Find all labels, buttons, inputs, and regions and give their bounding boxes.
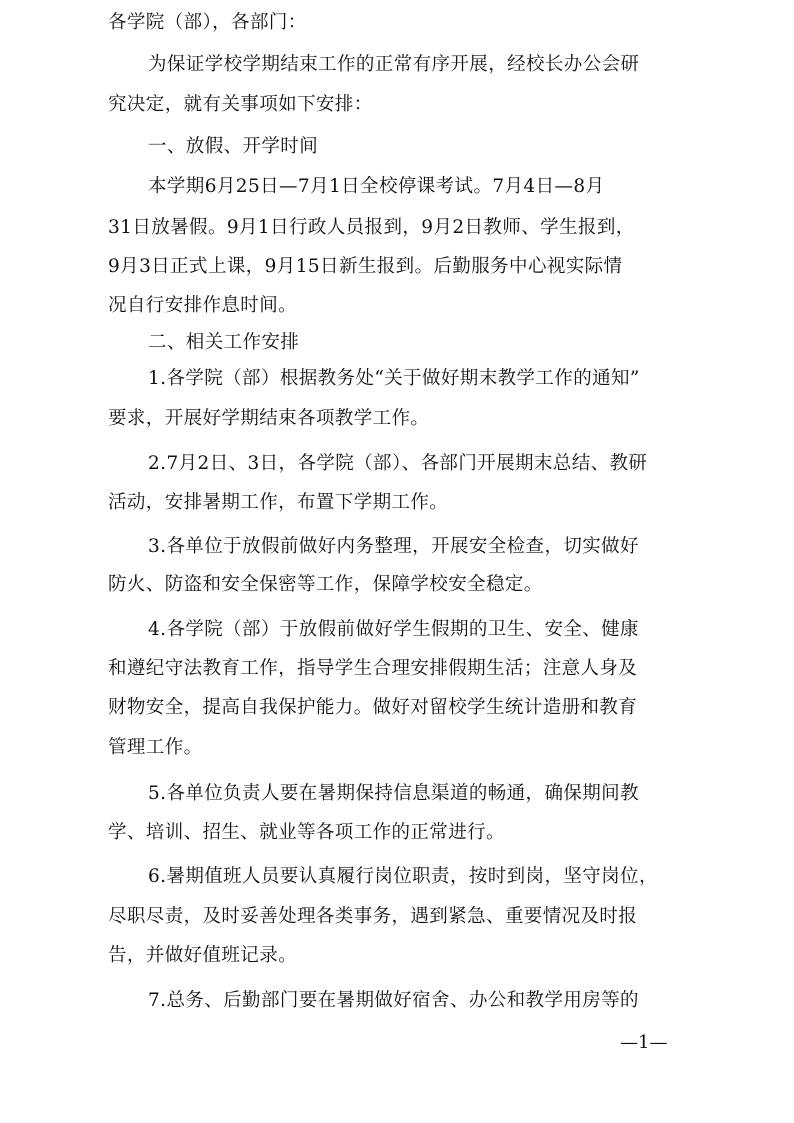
paragraph-line: 尽职尽责，及时妥善处理各类事务，遇到紧急、重要情况及时报	[108, 906, 638, 927]
paragraph-line: 防火、防盗和安全保密等工作，保障学校安全稳定。	[108, 574, 543, 595]
paragraph-line: 告，并做好值班记录。	[108, 945, 298, 966]
section-heading: 一、放假、开学时间	[148, 136, 319, 157]
paragraph-line: 管理工作。	[108, 737, 203, 758]
paragraph-line: 2.7月2日、3日，各学院（部）、各部门开展期末总结、教研	[148, 453, 648, 474]
salutation: 各学院（部），各部门：	[108, 12, 307, 33]
paragraph-line: 4.各学院（部）于放假前做好学生假期的卫生、安全、健康	[148, 619, 639, 640]
paragraph-line: 9月3日正式上课，9月15日新生报到。后勤服务中心视实际情	[108, 256, 623, 277]
paragraph-line: 要求，开展好学期结束各项教学工作。	[108, 408, 430, 429]
paragraph-line: 为保证学校学期结束工作的正常有序开展，经校长办公会研	[148, 54, 640, 75]
paragraph-line: 究决定，就有关事项如下安排：	[108, 94, 373, 115]
section-heading: 二、相关工作安排	[148, 332, 300, 353]
paragraph-line: 1.各学院（部）根据教务处“关于做好期末教学工作的通知”	[148, 368, 640, 389]
paragraph-line: 7.总务、后勤部门要在暑期做好宿舍、办公和教学用房等的	[148, 990, 639, 1011]
page-number: —1—	[620, 1032, 668, 1053]
paragraph-line: 本学期6月25日—7月1日全校停课考试。7月4日—8月	[148, 176, 605, 197]
paragraph-line: 6.暑期值班人员要认真履行岗位职责，按时到岗，坚守岗位，	[148, 866, 658, 887]
paragraph-line: 学、培训、招生、就业等各项工作的正常进行。	[108, 822, 505, 843]
paragraph-line: 和遵纪守法教育工作，指导学生合理安排假期生活；注意人身及	[108, 658, 638, 679]
paragraph-line: 活动，安排暑期工作，布置下学期工作。	[108, 492, 449, 513]
paragraph-line: 况自行安排作息时间。	[108, 295, 298, 316]
paragraph-line: 31日放暑假。9月1日行政人员报到，9月2日教师、学生报到，	[108, 217, 635, 238]
paragraph-line: 财物安全，提高自我保护能力。做好对留校学生统计造册和教育	[108, 697, 638, 718]
paragraph-line: 3.各单位于放假前做好内务整理，开展安全检查，切实做好	[148, 536, 639, 557]
paragraph-line: 5.各单位负责人要在暑期保持信息渠道的畅通，确保期间教	[148, 783, 639, 804]
